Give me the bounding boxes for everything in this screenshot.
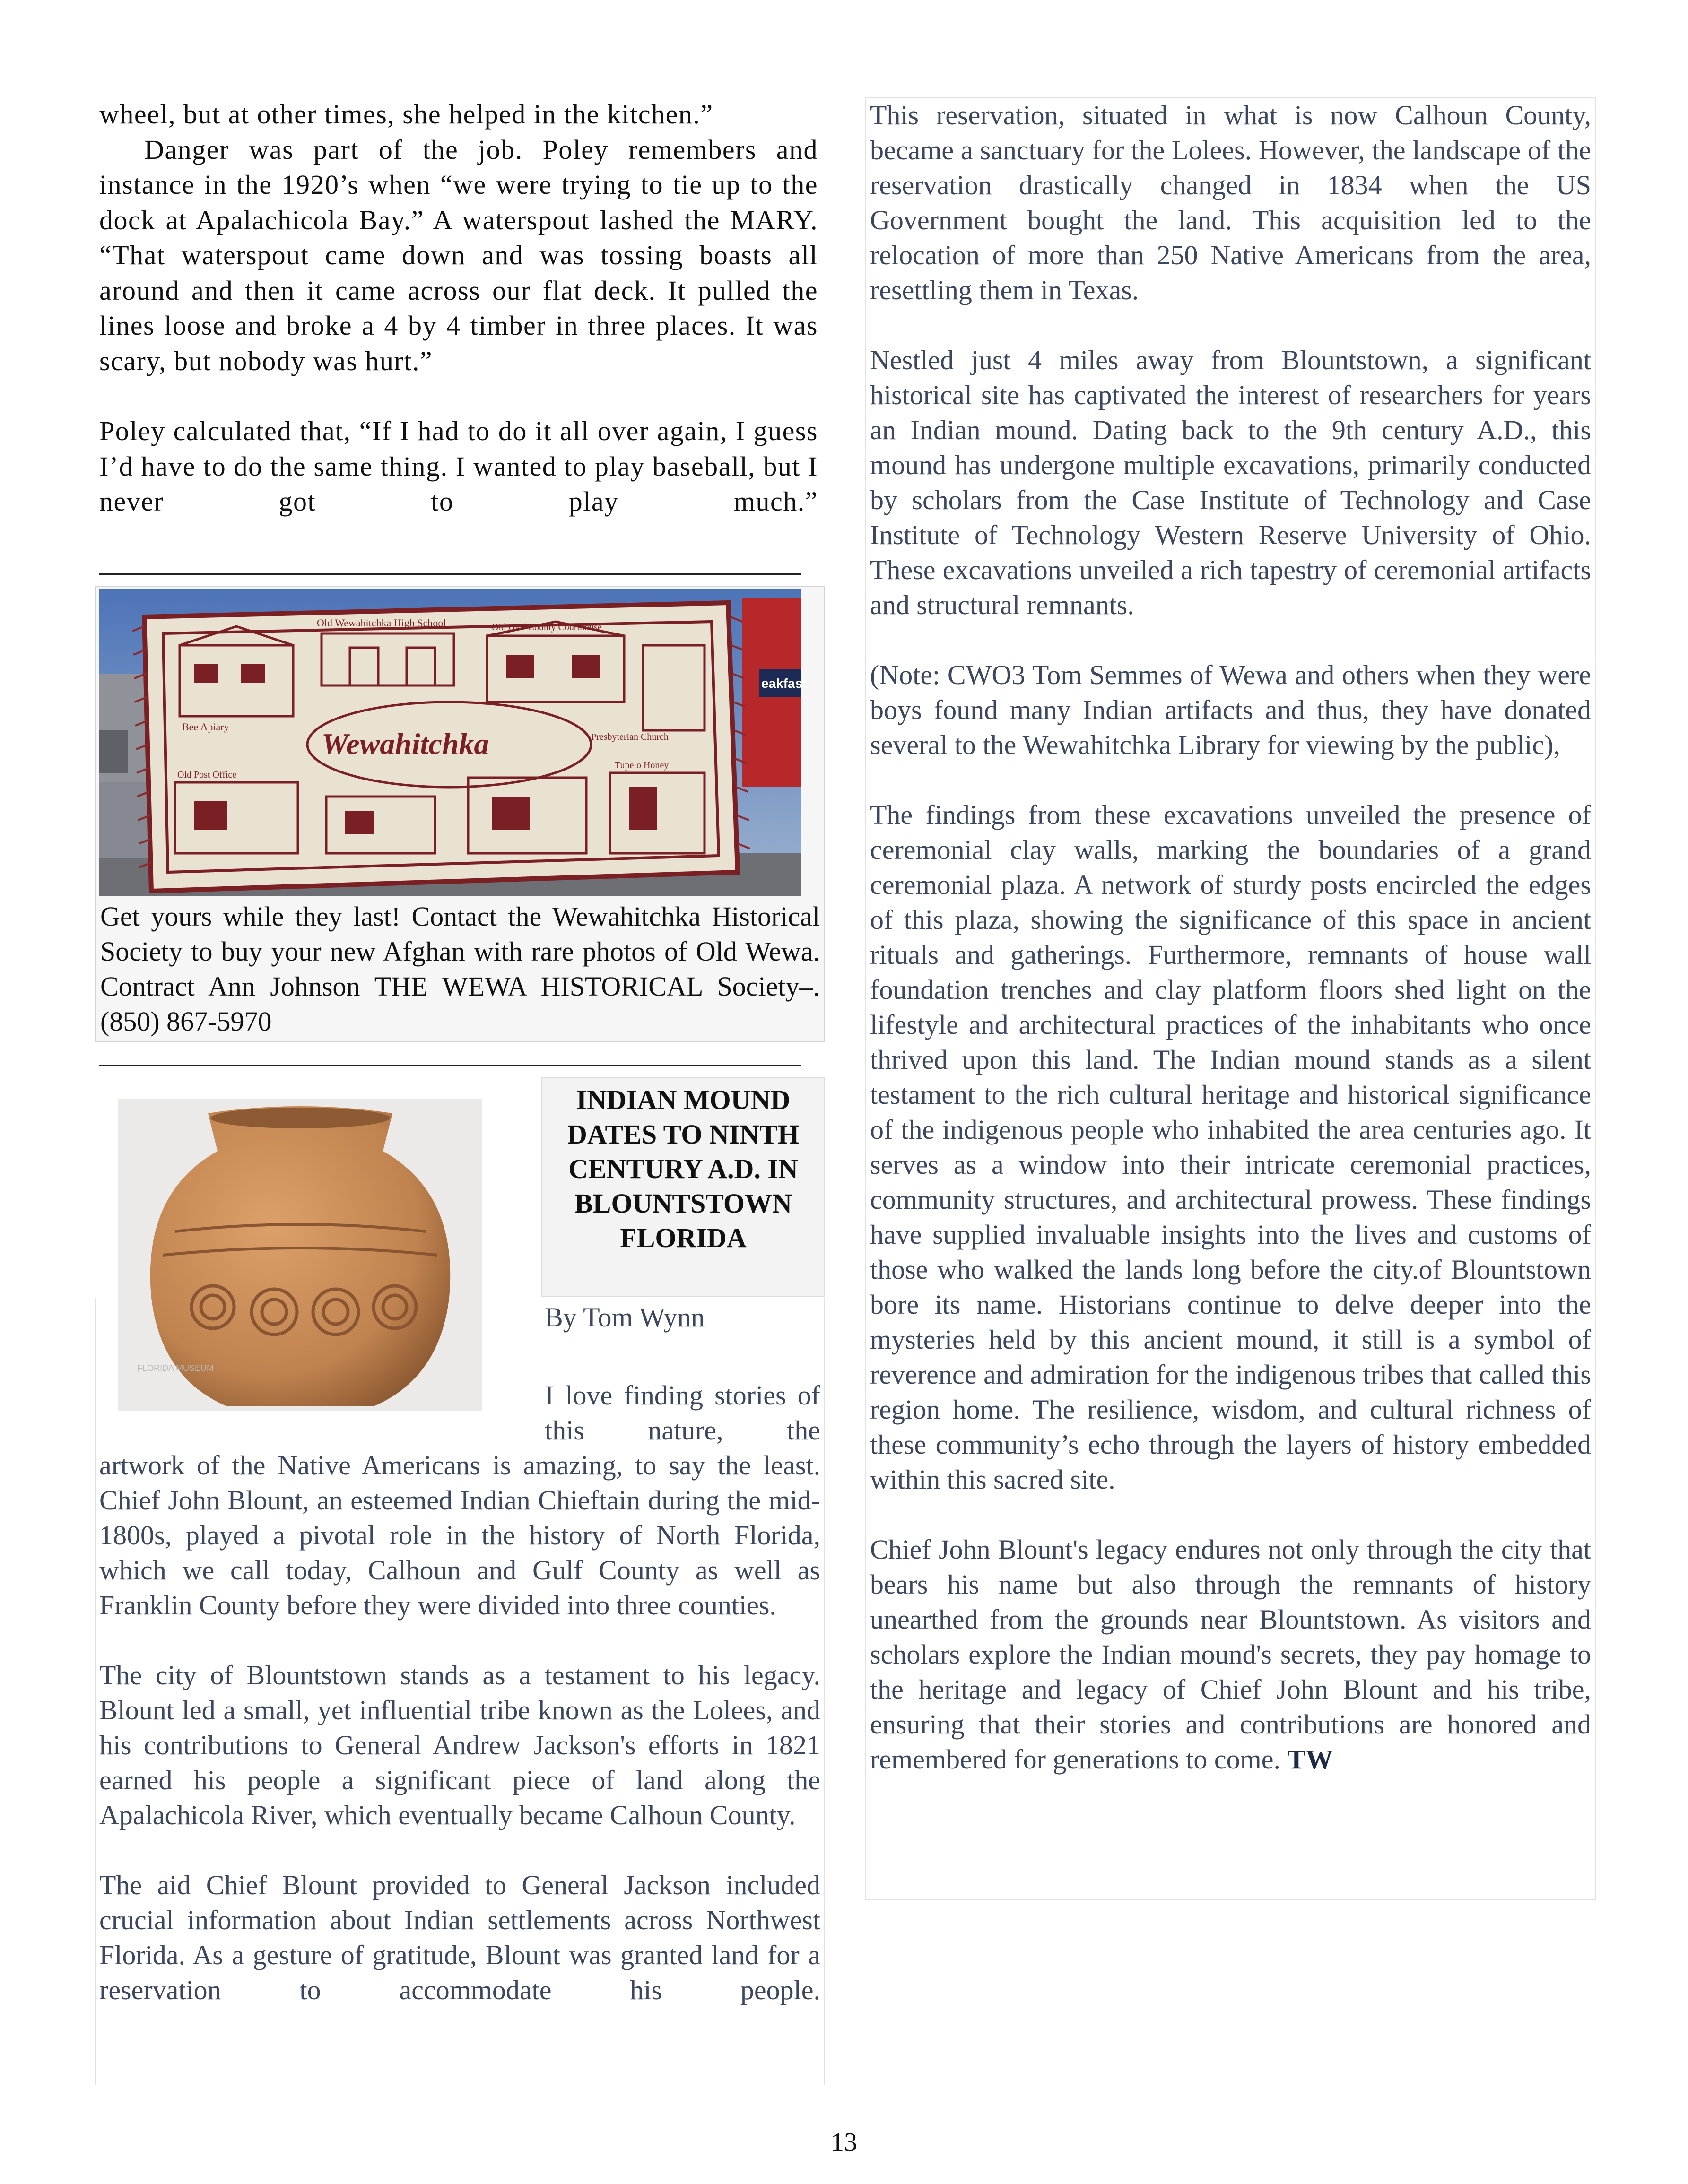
afghan-title: Wewahitchka [322,727,489,761]
article-paragraph [870,1532,1591,1777]
story-paragraph: Poley calculated that, “If I had to do it all over again, I guess I’d have to do the same thing. I wanted to play baseball, but I never got to play much.” [99,416,818,517]
article-paragraph: The aid Chief Blount provided to General Jackson included crucial information about Indian settlements across Northwest Florida. As a gesture of gratitude, Blount was granted land for a reservation to accommodate his people. [99,1870,820,2005]
article-headline: INDIAN MOUND DATES TO NINTH CENTURY A.D. IN BLOUNTSTOWN FLORIDA [567,1084,799,1253]
article-paragraph: The city of Blountstown stands as a testament to his legacy. Blount led a small, yet influential tribe known as the Lolees, and his contributions to General Andrew Jackson's efforts in 1821 earned his people a significant piece of land along the Apalachicola River, which eventually became Calhoun County. [99,1660,820,1830]
continued-story [99,97,818,520]
article-paragraph: Nestled just 4 miles away from Blountstown, a significant historical site has captivated the interest of researchers for years an Indian mound. Dating back to the 9th century A.D., this mound has undergone multiple excavations, primarily conducted by scholars from the Case Institute of Technology and Case Institute of Technology Western Reserve University of Ohio. These excavations unveiled a rich tapestry of ceremonial artifacts and structural remnants. [870,345,1591,620]
article-paragraph: This reservation, situated in what is now Calhoun County, became a sanctuary for the Lolees. However, the landscape of the reservation drastically changed in 1834 when the US Government bought the land. This acquisition led to the relocation of more than 250 Native Americans from the area, resettling them in Texas. [870,100,1591,305]
pot-watermark: FLORIDA MUSEUM [137,1363,214,1373]
divider [99,1065,801,1066]
afghan-photo [99,589,807,896]
afghan-label: Tupelo Honey [615,760,669,771]
divider [99,573,801,575]
afghan-label: Old Wewahitchka High School [317,617,446,629]
article-paragraph: The findings from these excavations unveiled the presence of ceremonial clay walls, marking the boundaries of a grand ceremonial plaza. A network of sturdy posts encircled the edges of this plaza, showing the significance of this space in ancient rituals and gatherings. Furthermore, remnants of house wall foundation trenches and clay platform floors shed light on the lifestyle and architectural practices of the inhabitants who once thrived upon this land. The Indian mound stands as a silent testament to the rich cultural heritage and historical significance of the indigenous people who inhabited the area centuries ago. It serves as a window into their intricate ceremonial practices, community structures, and architectural prowess. These findings have supplied invaluable insights into the lives and customs of those who walked the lands long before the city.of Blountstown bore its name. Historians continue to delve deeper into the mysteries held by this ancient mound, it still is a symbol of reverence and admiration for the indigenous tribes that called this region home. The resilience, wisdom, and cultural richness of these community’s echo through the layers of history embedded within this sacred site. [870,799,1591,1495]
afghan-ad-caption: Get yours while they last! Contact the Wewahitchka Historical Society to buy your new Afghan with rare photos of Old Wewa. Contract Ann Johnson THE WEWA HISTORICAL Society–.(850) 867-5970 [100,901,820,1037]
page-number: 13 [831,2128,857,2157]
sign-text: eakfast [761,676,807,691]
signoff: TW [1287,1744,1333,1775]
article-paragraph: (Note: CWO3 Tom Semmes of Wewa and others when they were boys found many Indian artifacts and thus, they have donated several to the Wewahitchka Library for viewing by the public), [870,659,1591,760]
afghan-label: Presbyterian Church [591,732,669,742]
afghan-label: Old Gulf County Courthouse [492,622,602,633]
byline: By Tom Wynn [545,1302,705,1333]
article-paragraph: artwork of the Native Americans is amazing, to say the least. Chief John Blount, an esteemed Indian Chieftain during the mid-1800s, played a pivotal role in the history of North Florida, which we call today, Calhoun and Gulf County as well as Franklin County before they were divided into three counties. [99,1450,820,1621]
article-left-column [99,1448,820,2008]
intro-text: I love finding stories of this nature, the [545,1380,820,1446]
afghan-label: Bee Apiary [182,721,229,733]
article-right-column [870,98,1591,1777]
story-paragraph: Danger was part of the job. Poley remembers and instance in the 1920’s when “we were trying to tie up to the dock at Apalachicola Bay.” A waterspout lashed the MARY. “That waterspout came down and was tossing boasts all around and then it came across our flat deck. It pulled the lines loose and broke a 4 by 4 timber in three places. It was scary, but nobody was hurt.” [99,134,818,376]
afghan-label: Old Post Office [177,770,237,780]
story-paragraph: wheel, but at other times, she helped in the kitchen.” [99,99,713,130]
article-paragraph-text: Chief John Blount's legacy endures not only through the city that bears his name but also through the remnants of history unearthed from the grounds near Blountstown. As visitors and scholars explore the Indian mound's secrets, they pay homage to the heritage and legacy of Chief John Blount and his tribe, ensuring that their stories and contributions are honored and remembered for generations to come. [870,1534,1591,1775]
